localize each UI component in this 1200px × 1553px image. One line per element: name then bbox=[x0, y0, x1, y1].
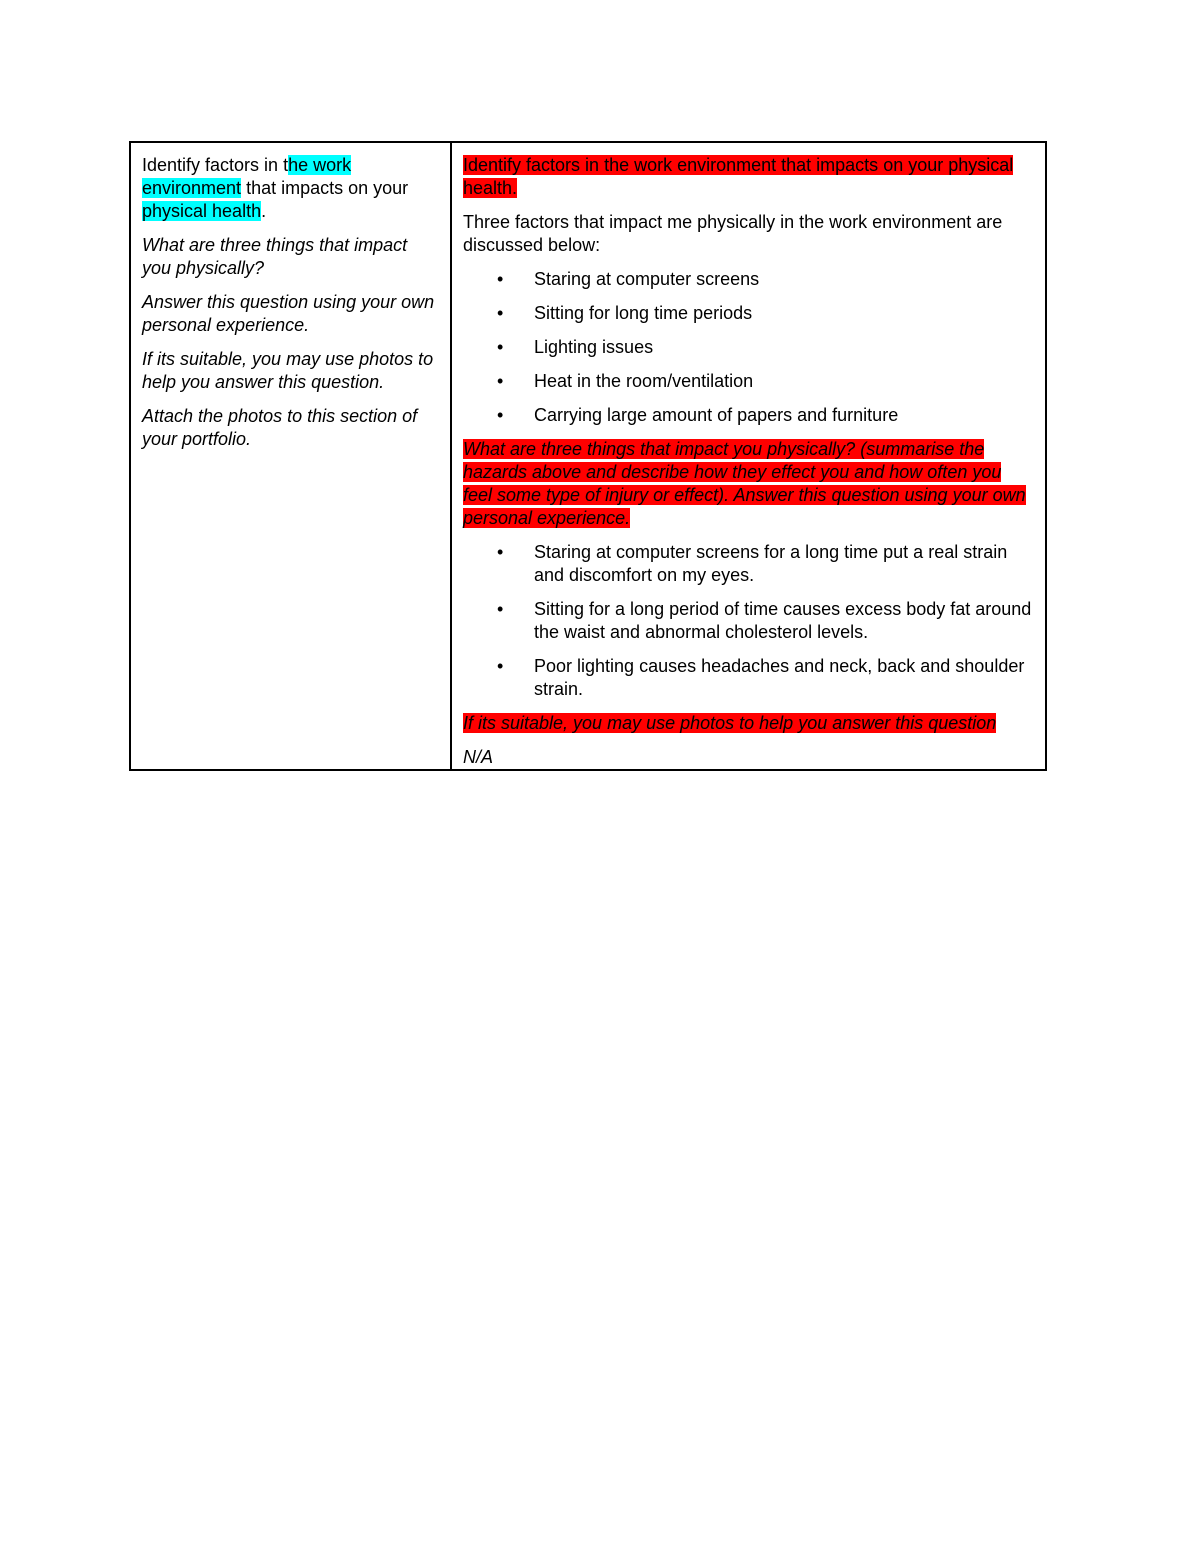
instruction-photos: If its suitable, you may use photos to help you answer this question. bbox=[142, 349, 434, 392]
list-item-text: Carrying large amount of papers and furniture bbox=[534, 405, 899, 425]
instruction-attach-photos: Attach the photos to this section of your portfolio. bbox=[142, 406, 418, 449]
bullet-icon: • bbox=[497, 303, 504, 323]
red-highlighted-text: What are three things that impact you physically? (summarise the hazards above and describe how they effect you and how often you feel some type of injury or effect). Answer this question using your own personal experience. bbox=[463, 439, 1026, 528]
question-identify-factors bbox=[142, 154, 440, 223]
table-row bbox=[130, 142, 1046, 770]
question-text: Identify factors in t bbox=[142, 155, 289, 175]
question-text: . bbox=[261, 201, 267, 221]
answer-cell bbox=[451, 142, 1046, 770]
red-highlighted-text: If its suitable, you may use photos to help you answer this question bbox=[463, 713, 997, 733]
list-item bbox=[463, 370, 1035, 393]
list-item bbox=[463, 655, 1035, 701]
bullet-icon: • bbox=[497, 599, 504, 619]
list-item-text: Heat in the room/ventilation bbox=[534, 371, 754, 391]
list-item bbox=[463, 598, 1035, 644]
list-item bbox=[463, 302, 1035, 325]
list-item-text: Sitting for long time periods bbox=[534, 303, 753, 323]
effects-list bbox=[463, 541, 1035, 701]
list-item bbox=[463, 541, 1035, 587]
bullet-icon: • bbox=[497, 405, 504, 425]
question-answer-table bbox=[129, 141, 1047, 771]
answer-na: N/A bbox=[463, 747, 494, 767]
list-item bbox=[463, 336, 1035, 359]
red-highlighted-text: Identify factors in the work environment that impacts on your physical health. bbox=[463, 155, 1014, 198]
bullet-icon: • bbox=[497, 269, 504, 289]
answer-heading-2 bbox=[463, 438, 1035, 530]
list-item bbox=[463, 268, 1035, 291]
question-three-things: What are three things that impact you physically? bbox=[142, 235, 408, 278]
list-item-text: Sitting for a long period of time causes excess body fat around the waist and abnormal cholesterol levels. bbox=[534, 599, 1032, 642]
list-item-text: Staring at computer screens for a long time put a real strain and discomfort on my eyes. bbox=[534, 542, 1008, 585]
question-text: that impacts on your bbox=[241, 178, 409, 198]
answer-heading-3 bbox=[463, 712, 1035, 735]
question-cell bbox=[130, 142, 451, 770]
answer-intro: Three factors that impact me physically in the work environment are discussed below: bbox=[463, 212, 1003, 255]
bullet-icon: • bbox=[497, 337, 504, 357]
highlighted-text: physical health bbox=[142, 201, 262, 221]
list-item-text: Staring at computer screens bbox=[534, 269, 760, 289]
list-item-text: Lighting issues bbox=[534, 337, 654, 357]
list-item-text: Poor lighting causes headaches and neck, back and shoulder strain. bbox=[534, 656, 1025, 699]
highlighted-text: he work environment bbox=[142, 155, 352, 198]
factors-list bbox=[463, 268, 1035, 427]
answer-heading-1 bbox=[463, 154, 1035, 200]
bullet-icon: • bbox=[497, 371, 504, 391]
list-item bbox=[463, 404, 1035, 427]
instruction-personal-experience: Answer this question using your own personal experience. bbox=[142, 292, 435, 335]
bullet-icon: • bbox=[497, 656, 504, 676]
bullet-icon: • bbox=[497, 542, 504, 562]
